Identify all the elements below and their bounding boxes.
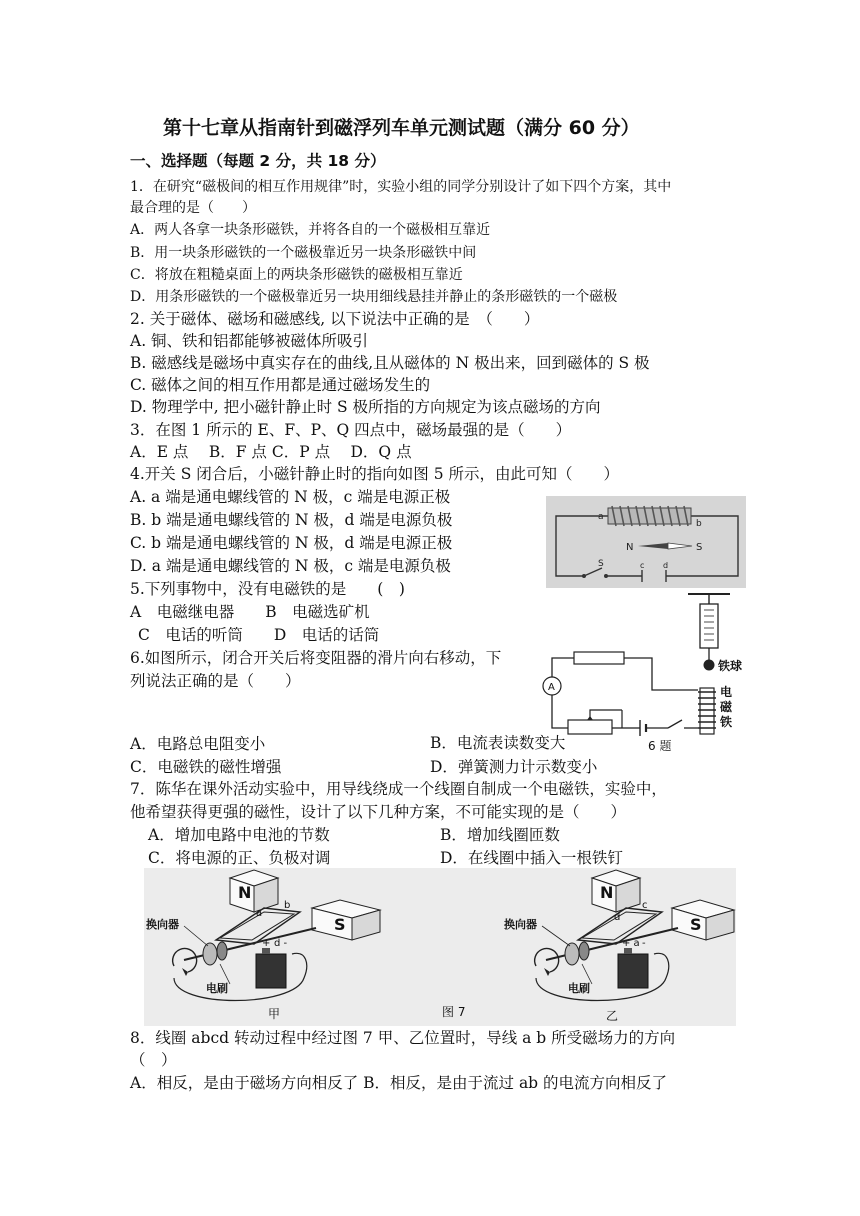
q2-stem: 2. 关于磁体、磁场和磁感线, 以下说法中正确的是 （ ） (130, 310, 540, 328)
q6-label-ammeter: A (548, 682, 555, 693)
fig7-left-n: N (238, 883, 252, 902)
q6-option-b: B．电流表读数变大 (430, 734, 566, 752)
q2-option-c: C. 磁体之间的相互作用都是通过磁场发生的 (130, 376, 431, 394)
fig7-left-commutator-label: 换向器 (146, 918, 179, 931)
q2-option-a: A. 铜、铁和铝都能够被磁体所吸引 (130, 332, 369, 350)
fig7-right-commutator-label: 换向器 (504, 918, 537, 931)
q3-stem: 3．在图 1 所示的 E、F、P、Q 四点中，磁场最强的是（ ） (130, 421, 572, 439)
svg-text:铁: 铁 (720, 715, 733, 729)
q4-label-c: c (640, 561, 645, 570)
fig7-right-label: 乙 (606, 1009, 619, 1023)
q7-option-d: D．在线圈中插入一根铁钉 (440, 849, 623, 867)
fig7-left-brush-label: 电刷 (206, 982, 228, 995)
q6-figure-caption: 6 题 (648, 739, 672, 753)
svg-text:磁: 磁 (720, 700, 733, 714)
fig7-right-s: S (690, 915, 702, 934)
section-heading-choice: 一、选择题（每题 2 分，共 18 分） (130, 152, 386, 170)
q6-stem-line2: 列说法正确的是（ ） (130, 672, 301, 690)
q1-option-d: D．用条形磁铁的一个磁极靠近另一块用细线悬挂并静止的条形磁铁的一个磁极 (130, 289, 618, 305)
fig7-left-b: b (284, 900, 291, 911)
q7-option-b: B．增加线圈匝数 (440, 826, 560, 844)
q5-options-row2: C 电话的听筒 D 电话的话筒 (138, 626, 380, 644)
q4-option-d: D. a 端是通电螺线管的 N 极，c 端是电源负极 (130, 557, 451, 575)
q6-option-c: C．电磁铁的磁性增强 (130, 758, 282, 776)
q7-stem-line1: 7．陈华在课外活动实验中，用导线绕成一个线圈自制成一个电磁铁，实验中， (130, 780, 667, 798)
svg-text:电: 电 (720, 685, 733, 699)
fig7-right-n: N (600, 883, 614, 902)
q4-figure-solenoid-circuit (546, 496, 746, 588)
q6-option-a: A．电路总电阻变小 (130, 735, 266, 753)
q4-label-switch: S (598, 559, 604, 569)
q4-option-c: C. b 端是通电螺线管的 N 极，d 端是电源正极 (130, 534, 453, 552)
q4-label-a: a (598, 512, 604, 522)
q4-label-n: N (626, 542, 634, 553)
q2-option-b: B. 磁感线是磁场中真实存在的曲线,且从磁体的 N 极出来，回到磁体的 S 极 (130, 354, 650, 372)
q4-option-a: A. a 端是通电螺线管的 N 极，c 端是电源正极 (130, 488, 451, 506)
q8-options-row: A．相反，是由于磁场方向相反了 B．相反，是由于流过 ab 的电流方向相反了 (130, 1074, 668, 1092)
fig7-caption: 图 7 (442, 1005, 466, 1019)
q4-stem: 4.开关 S 闭合后，小磁针静止时的指向如图 5 所示，由此可知（ ） (130, 465, 619, 483)
fig7-left-minus: d - (274, 938, 288, 949)
q4-label-d: d (663, 561, 669, 570)
q6-label-iron-ball: 铁球 (718, 659, 743, 673)
q3-options: A．E 点 B．F 点 C．P 点 D．Q 点 (130, 443, 412, 461)
fig7-right-d: d (614, 912, 621, 923)
q1-stem-line1: 1．在研究“磁极间的相互作用规律”时，实验小组的同学分别设计了如下四个方案，其中 (130, 179, 672, 195)
q4-option-b: B. b 端是通电螺线管的 N 极，d 端是电源负极 (130, 511, 453, 529)
fig7-left-s: S (334, 915, 346, 934)
q1-option-b: B．用一块条形磁铁的一个磁极靠近另一块条形磁铁中间 (130, 245, 477, 261)
page-title: 第十七章从指南针到磁浮列车单元测试题（满分 60 分） (163, 117, 640, 139)
q5-options-row1: A 电磁继电器 B 电磁选矿机 (130, 603, 370, 621)
fig7-left-label: 甲 (268, 1007, 281, 1021)
q6-stem-line1: 6.如图所示，闭合开关后将变阻器的滑片向右移动，下 (130, 649, 502, 667)
fig7-left-a: a (256, 908, 263, 919)
fig7-right-minus: - (642, 938, 646, 949)
q5-stem: 5.下列事物中，没有电磁铁的是 ( ) (130, 580, 405, 598)
q7-option-c: C．将电源的正、负极对调 (148, 849, 331, 867)
q4-label-s: S (696, 542, 703, 553)
fig7-right-brush-label: 电刷 (568, 982, 590, 995)
q1-stem-line2: 最合理的是（ ） (130, 200, 256, 216)
q6-option-d: D．弹簧测力计示数变小 (430, 758, 598, 776)
q4-label-b: b (696, 519, 702, 529)
q6-figure-electromagnet (530, 588, 745, 758)
q7-option-a: A．增加电路中电池的节数 (148, 826, 330, 844)
fig7-right-plus: + a (622, 938, 640, 949)
q1-option-c: C．将放在粗糙桌面上的两块条形磁铁的磁极相互靠近 (130, 267, 463, 283)
q8-stem-line2: （ ） (130, 1051, 177, 1069)
q8-stem-line1: 8．线圈 abcd 转动过程中经过图 7 甲、乙位置时，导线 a b 所受磁场力的方向 (130, 1029, 676, 1047)
q1-option-a: A．两人各拿一块条形磁铁，并将各自的一个磁极相互靠近 (130, 222, 491, 238)
fig7-left-plus: + (262, 938, 271, 949)
fig7-right-c: c (642, 900, 648, 911)
figure-7-motor (144, 868, 736, 1026)
q7-stem-line2: 他希望获得更强的磁性，设计了以下几种方案，不可能实现的是（ ） (130, 803, 627, 821)
q2-option-d: D. 物理学中, 把小磁针静止时 S 极所指的方向规定为该点磁场的方向 (130, 398, 601, 416)
